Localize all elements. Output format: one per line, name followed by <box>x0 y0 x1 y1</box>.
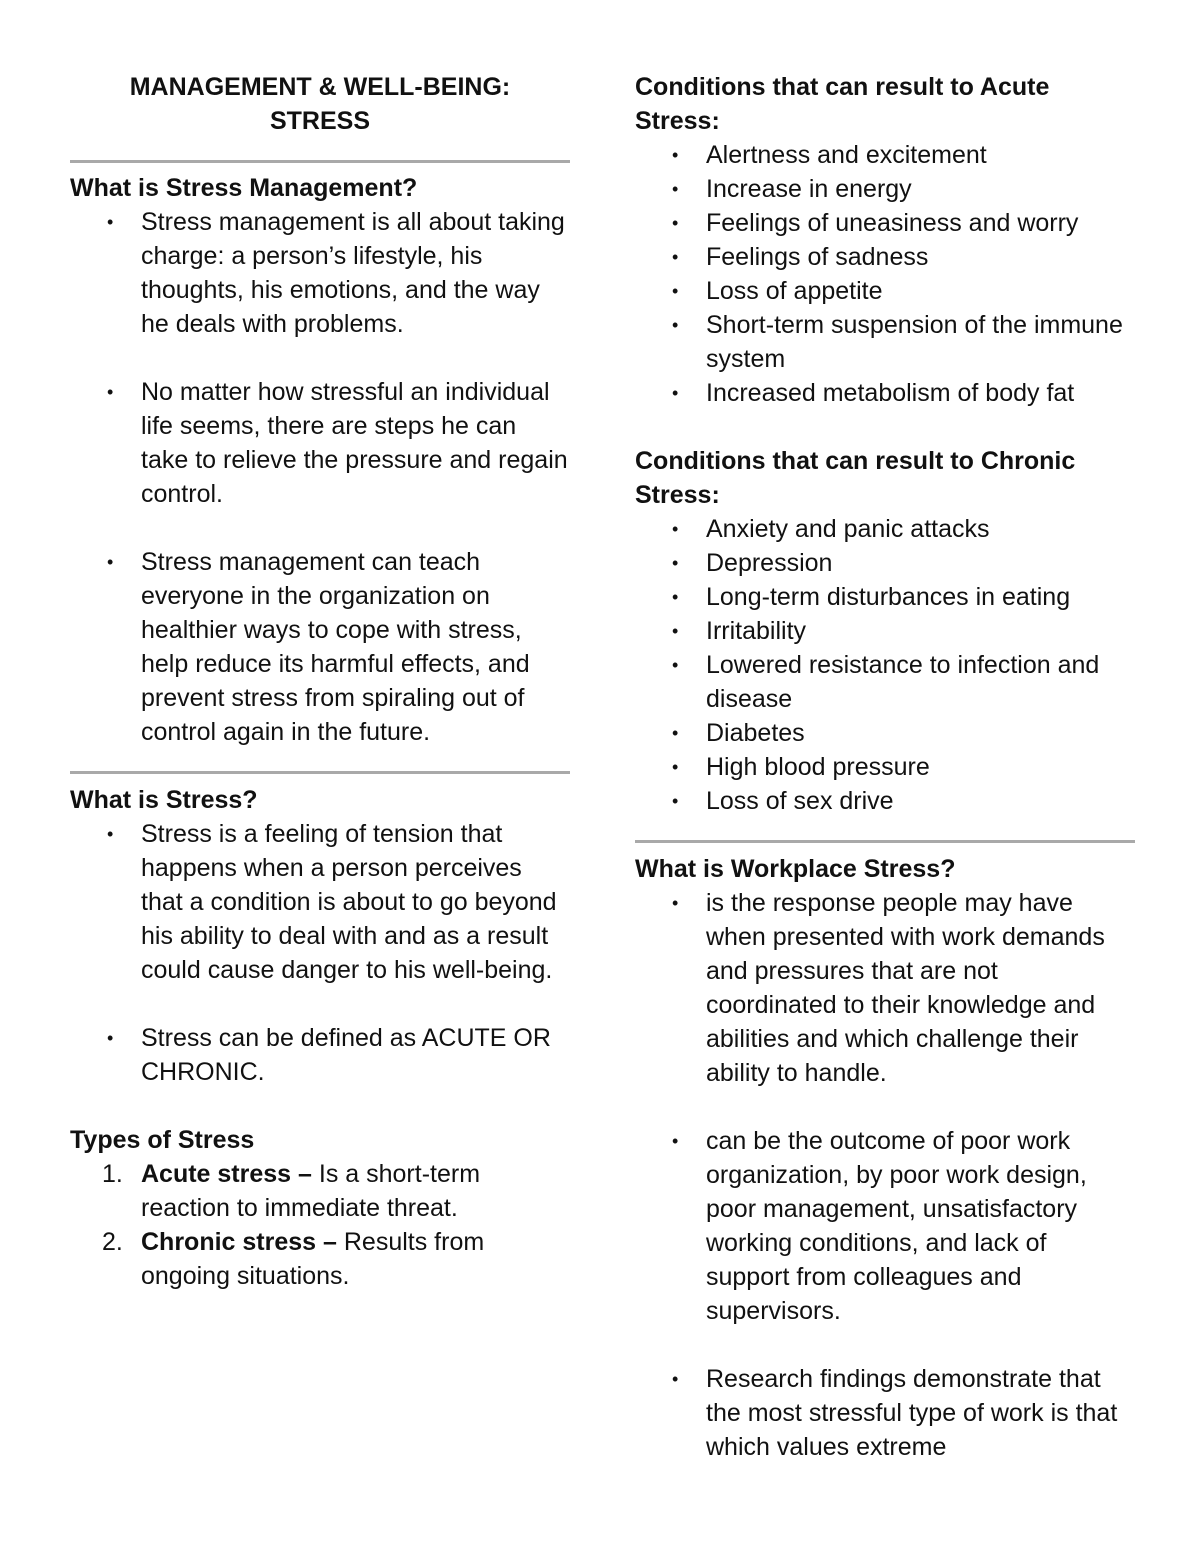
list-item: • Long-term disturbances in eating <box>635 580 1135 614</box>
list-item: • Irritability <box>635 614 1135 648</box>
list-item: • Research findings demonstrate that the most stressful type of work is that which values extreme <box>635 1362 1135 1464</box>
list-item: • Lowered resistance to infection and disease <box>635 648 1135 716</box>
type-description: Results from ongoing situations. <box>141 1228 485 1290</box>
list-item: • Loss of appetite <box>635 274 1135 308</box>
list-item: • Short-term suspension of the immune system <box>635 308 1135 376</box>
list-item: • Feelings of sadness <box>635 240 1135 274</box>
list-item: • Increased metabolism of body fat <box>635 376 1135 410</box>
workplace-stress-heading: What is Workplace Stress? <box>635 855 956 883</box>
heading-line: Stress: <box>635 481 720 509</box>
acute-conditions-list <box>635 138 1135 410</box>
spacer <box>635 1328 1135 1362</box>
spacer <box>70 987 570 1021</box>
heading-line: Conditions that can result to Chronic <box>635 447 1076 475</box>
list-item: • No matter how stressful an individual life seems, there are steps he can take to relieve the pressure and regain control. <box>70 375 570 511</box>
spacer <box>635 1090 1135 1124</box>
stress-management-list <box>70 205 570 749</box>
document-title <box>70 70 570 138</box>
heading-line: Conditions that can result to Acute <box>635 73 1050 101</box>
stress-list <box>70 817 570 1089</box>
spacer <box>70 341 570 375</box>
list-item: • is the response people may have when presented with work demands and pressures that are not coordinated to their knowledge and abilities and which challenge their ability to handle. <box>635 886 1135 1090</box>
list-item: • Stress management can teach everyone in the organization on healthier ways to cope with stress, help reduce its harmful effects, and prevent stress from spiraling out of control again in the future. <box>70 545 570 749</box>
chronic-conditions-heading <box>635 444 1135 512</box>
stress-management-heading: What is Stress Management? <box>70 174 418 202</box>
list-item: • Stress management is all about taking charge: a person’s lifestyle, his thoughts, his emotions, and the way he deals with problems. <box>70 205 570 341</box>
list-item <box>70 1225 570 1293</box>
right-column <box>635 70 1135 1464</box>
title-line-2: STRESS <box>269 107 371 135</box>
type-term: Acute stress – <box>141 1160 312 1188</box>
list-item: • Stress can be defined as ACUTE OR CHRONIC. <box>70 1021 570 1089</box>
list-item: • can be the outcome of poor work organization, by poor work design, poor management, unsatisfactory working conditions, and lack of support from colleagues and supervisors. <box>635 1124 1135 1328</box>
heading-line: Stress: <box>635 107 720 135</box>
spacer <box>70 511 570 545</box>
title-line-1: MANAGEMENT & WELL-BEING: <box>129 73 511 101</box>
list-item: • Loss of sex drive <box>635 784 1135 818</box>
type-term: Chronic stress – <box>141 1228 337 1256</box>
list-item: • Anxiety and panic attacks <box>635 512 1135 546</box>
types-heading: Types of Stress <box>70 1126 255 1154</box>
type-description: Is a short-term reaction to immediate threat. <box>141 1160 481 1222</box>
list-number: 2. <box>102 1228 123 1256</box>
list-item: • Feelings of uneasiness and worry <box>635 206 1135 240</box>
list-item: • High blood pressure <box>635 750 1135 784</box>
types-list <box>70 1157 570 1293</box>
stress-heading: What is Stress? <box>70 786 258 814</box>
chronic-conditions-list <box>635 512 1135 818</box>
list-item <box>70 1157 570 1225</box>
list-item: • Increase in energy <box>635 172 1135 206</box>
acute-conditions-heading <box>635 70 1135 138</box>
list-item: • Stress is a feeling of tension that happens when a person perceives that a condition is about to go beyond his ability to deal with and as a result could cause danger to his well-being. <box>70 817 570 987</box>
list-item: • Alertness and excitement <box>635 138 1135 172</box>
list-item: • Depression <box>635 546 1135 580</box>
list-item: • Diabetes <box>635 716 1135 750</box>
list-number: 1. <box>102 1160 123 1188</box>
left-column <box>70 70 570 1293</box>
workplace-stress-list <box>635 886 1135 1464</box>
